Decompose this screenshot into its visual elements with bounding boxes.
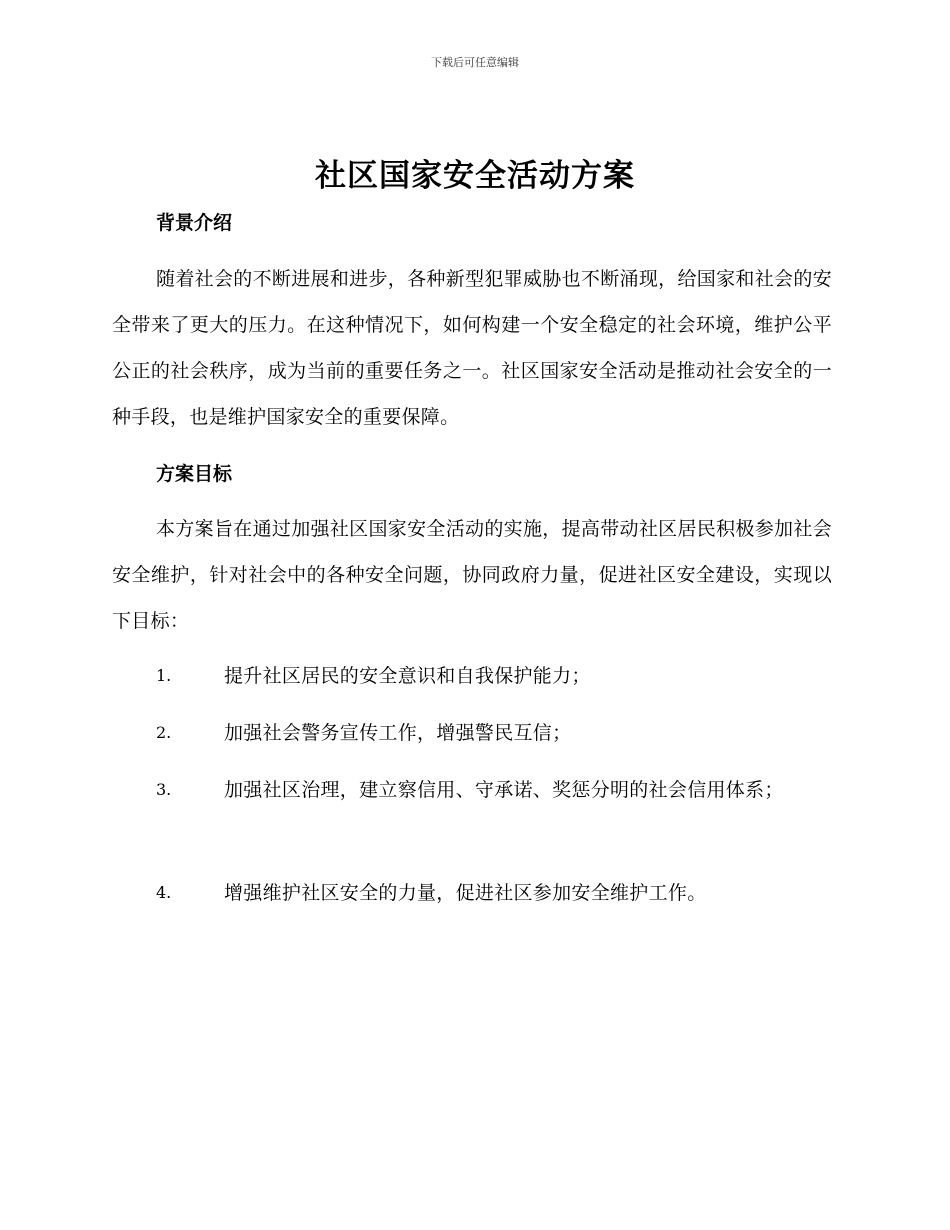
document-title: 社区国家安全活动方案 — [315, 158, 635, 194]
list-item-text: 加强社区治理，建立察信用、守承诺、奖惩分明的社会信用体系； — [224, 779, 784, 801]
list-number: 2. — [156, 723, 172, 742]
background-paragraph: 随着社会的不断进展和进步，各种新型犯罪威胁也不断涌现，给国家和社会的安全带来了更大的压力。在这种情况下，如何构建一个安全稳定的社会环境，维护公平公正的社会秩序，成为当前的重要任务之一。社区国家安全活动是推动社会安全的一种手段，也是维护国家安全的重要保障。 — [112, 268, 832, 428]
list-number: 4. — [156, 883, 172, 902]
goal-item-2 — [112, 710, 832, 756]
list-item-text: 增强维护社区安全的力量，促进社区参加安全维护工作。 — [224, 882, 707, 904]
section-heading-goals: 方案目标 — [156, 463, 233, 485]
goal-item-1 — [112, 653, 832, 699]
section-heading-background: 背景介绍 — [156, 212, 233, 234]
list-item-text: 加强社会警务宣传工作，增强警民互信； — [224, 722, 572, 744]
goal-item-4 — [112, 870, 832, 916]
list-number: 3. — [156, 780, 172, 799]
goal-item-3 — [112, 767, 832, 813]
page-header-note: 下载后可任意编辑 — [431, 56, 519, 69]
goals-paragraph: 本方案旨在通过加强社区国家安全活动的实施，提高带动社区居民积极参加社会安全维护，针对社会中的各种安全问题，协同政府力量，促进社区安全建设，实现以下目标： — [112, 518, 832, 632]
list-item-text: 提升社区居民的安全意识和自我保护能力； — [224, 665, 591, 687]
list-number: 1. — [156, 666, 172, 685]
